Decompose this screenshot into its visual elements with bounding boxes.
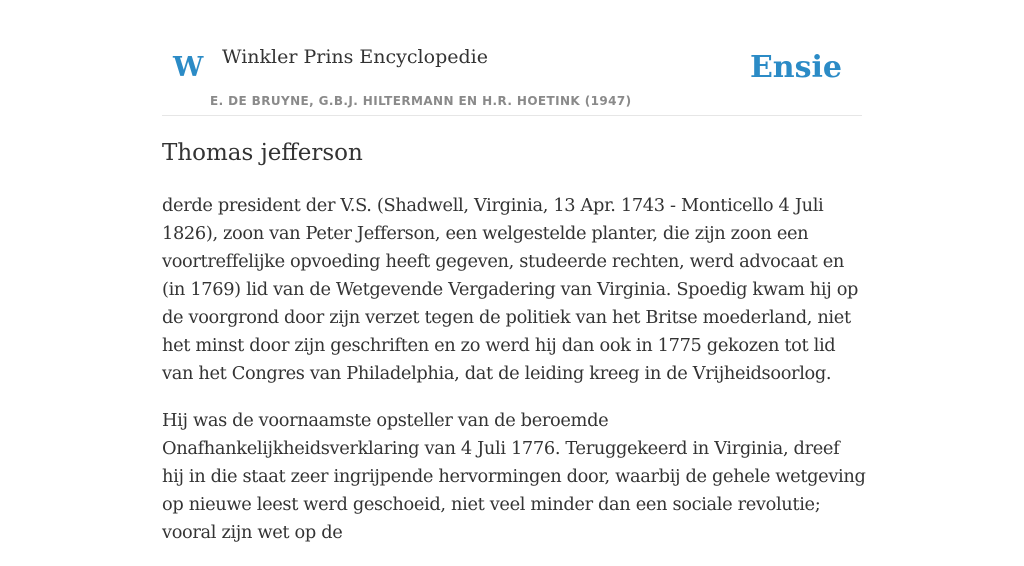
article-body (162, 192, 866, 566)
source-authors: E. DE BRUYNE, G.B.J. HILTERMANN EN H.R. HOETINK (1947) (210, 94, 632, 108)
article-paragraph: Hij was de voornaamste opsteller van de beroemde Onafhankelijkheidsverklaring van 4 Juli 1776. Teruggekeerd in Virginia, dreef hij in die staat zeer ingrijpende hervormingen door, waarbij de gehele wetgeving op nieuwe leest werd geschoeid, niet veel minder dan een sociale revolutie; vooral zijn wet op de (162, 410, 866, 543)
page-title: Thomas jefferson (162, 140, 363, 166)
brand-logo[interactable]: Ensie (749, 50, 842, 85)
source-logo[interactable]: W (173, 52, 204, 83)
source-title[interactable]: Winkler Prins Encyclopedie (222, 46, 488, 68)
source-header (162, 40, 862, 116)
article-paragraph: derde president der V.S. (Shadwell, Virginia, 13 Apr. 1743 - Monticello 4 Juli 1826), zoon van Peter Jefferson, een welgestelde planter, die zijn zoon een voortreffelijke opvoeding heeft gegeven, studeerde rechten, werd advocaat en (in 1769) lid van de Wetgevende Vergadering van Virginia. Spoedig kwam hij op de voorgrond door zijn verzet tegen de politiek van het Britse moederland, niet het minst door zijn geschriften en zo werd hij dan ook in 1775 gekozen tot lid van het Congres van Philadelphia, dat de leiding kreeg in de Vrijheidsoorlog. (162, 195, 859, 384)
